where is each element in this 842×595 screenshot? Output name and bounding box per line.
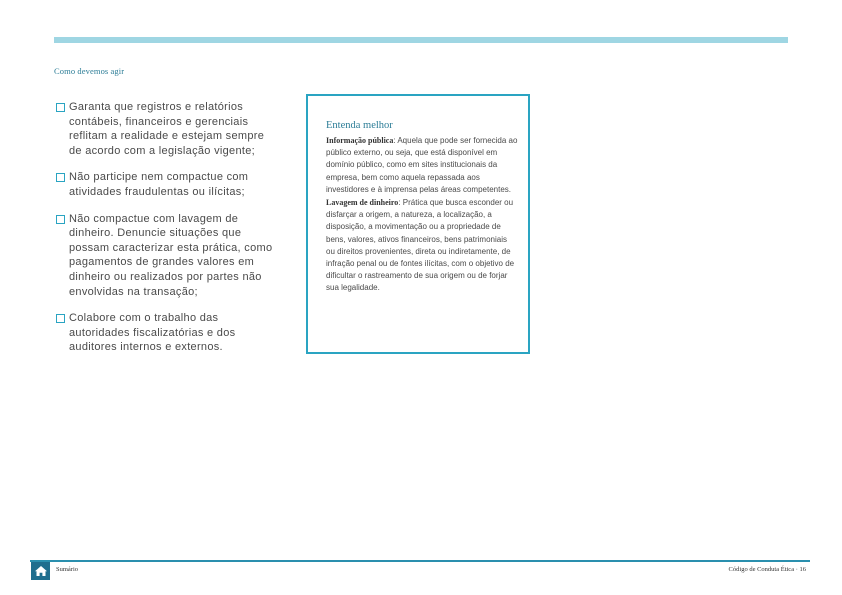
top-color-bar (54, 37, 788, 43)
page-footer-label: Código de Conduta Ética · 16 (728, 566, 806, 573)
checkbox-bullet-icon (56, 314, 65, 323)
definition-entry (326, 197, 518, 295)
definitions-box (306, 94, 530, 354)
bullet-text: Não compactue com lavagem de dinheiro. Denuncie situações que possam caracterizar esta prática, como pagamentos de grandes valores em dinheiro ou realizados por partes não envolvidas na transação; (69, 212, 273, 298)
definition-term: Lavagem de dinheiro (326, 198, 399, 208)
definition-text: : Aquela que pode ser fornecida ao público externo, ou seja, que está disponível em domínio público, como em sites institucionais da empresa, bem como aquela repassada aos investidores e à imprensa pelas áreas competentes. (326, 136, 518, 194)
list-item (56, 311, 276, 355)
checkbox-bullet-icon (56, 173, 65, 182)
home-icon (34, 565, 48, 577)
definition-text: : Prática que busca esconder ou disfarçar a origem, a natureza, a localização, a disposição, a movimentação ou a propriedade de bens, valores, ativos financeiros, bens patrimoniais ou direitos provenientes, direta ou indiretamente, de infração penal ou de fontes ilícitas, com o objetivo de dificultar o rastreamento de sua origem ou de forjar sua legalidade. (326, 198, 515, 293)
section-title: Como devemos agir (54, 66, 125, 76)
definition-entry (326, 135, 518, 196)
home-button[interactable] (31, 562, 50, 580)
definition-term: Informação pública (326, 136, 394, 145)
list-item (56, 100, 276, 158)
bullet-text: Não participe nem compactue com atividades fraudulentas ou ilícitas; (69, 171, 249, 198)
checkbox-bullet-icon (56, 103, 65, 112)
list-item (56, 212, 276, 300)
definitions-box-title: Entenda melhor (326, 120, 393, 131)
bullet-list (56, 100, 276, 367)
summary-link[interactable]: Sumário (56, 566, 79, 573)
bullet-text: Colabore com o trabalho das autoridades fiscalizatórias e dos auditores internos e externos. (69, 312, 236, 354)
bullet-text: Garanta que registros e relatórios contábeis, financeiros e gerenciais reflitam a realidade e estejam sempre de acordo com a legislação vigente; (69, 101, 265, 157)
checkbox-bullet-icon (56, 215, 65, 224)
definitions-box-body (326, 135, 528, 295)
footer-divider (30, 560, 810, 562)
list-item (56, 170, 276, 199)
